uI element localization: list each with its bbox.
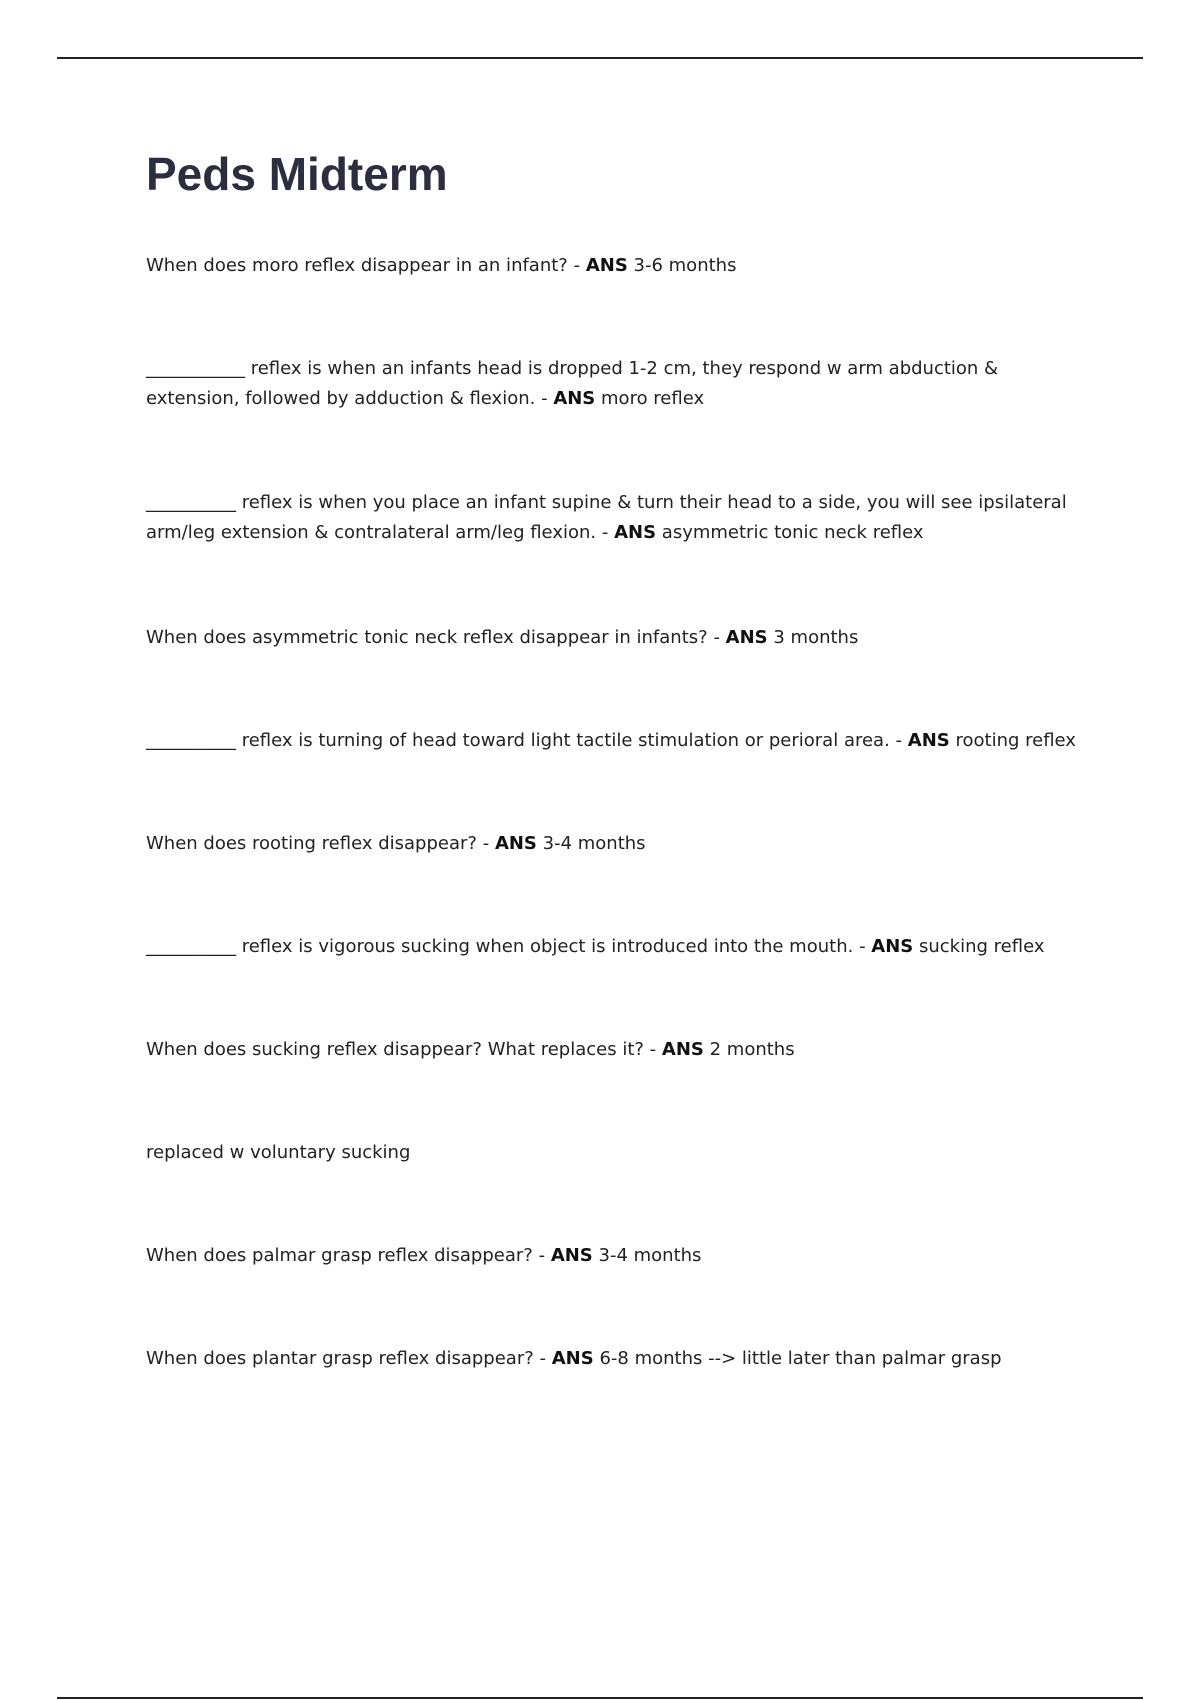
ans-label: ANS [551,1348,594,1369]
answer-text: 2 months [709,1039,795,1060]
ans-label: ANS [907,730,950,751]
separator: - [482,833,490,854]
bottom-rule [57,1697,1143,1699]
question-text: ___________ reflex is when an infants head is dropped 1-2 cm, they respond w arm abduction & extension, followed by adduction & flexion. [146,358,999,409]
qa-item [146,1344,1091,1374]
question-text: __________ reflex is vigorous sucking when object is introduced into the mouth. [146,936,854,957]
question-text: __________ reflex is when you place an infant supine & turn their head to a side, you will see ipsilateral arm/leg extension & contralateral arm/leg flexion. [146,492,1067,543]
answer-text: 3 months [773,627,859,648]
top-rule [57,57,1143,59]
answer-text: 3-6 months [633,255,737,276]
answer-text: asymmetric tonic neck reflex [661,522,924,543]
answer-text: rooting reflex [955,730,1076,751]
question-text: When does sucking reflex disappear? What replaces it? [146,1039,644,1060]
separator: - [539,1348,547,1369]
separator: - [601,522,609,543]
separator: - [895,730,903,751]
question-text: When does plantar grasp reflex disappear? [146,1348,534,1369]
question-text: When does palmar grasp reflex disappear? [146,1245,533,1266]
question-text: When does moro reflex disappear in an infant? [146,255,568,276]
separator: - [859,936,866,957]
ans-label: ANS [553,388,596,409]
question-text: __________ reflex is turning of head toward light tactile stimulation or perioral area. [146,730,890,751]
answer-text: 3-4 months [542,833,646,854]
question-text: When does asymmetric tonic neck reflex disappear in infants? [146,627,708,648]
qa-item [146,1241,1091,1271]
ans-label: ANS [550,1245,593,1266]
page-title: Peds Midterm [146,148,448,200]
separator: - [538,1245,546,1266]
answer-text: moro reflex [601,388,705,409]
qa-item [146,1035,1091,1065]
qa-item [146,354,1091,414]
answer-text: replaced w voluntary sucking [146,1142,411,1163]
ans-label: ANS [494,833,537,854]
question-text: When does rooting reflex disappear? [146,833,477,854]
answer-text: 6-8 months --> little later than palmar grasp [599,1348,1002,1369]
qa-item [146,623,1091,653]
qa-item-continuation [146,1138,1091,1168]
separator: - [573,255,581,276]
ans-label: ANS [614,522,657,543]
ans-label: ANS [585,255,628,276]
separator: - [541,388,548,409]
ans-label: ANS [725,627,768,648]
qa-item [146,829,1091,859]
ans-label: ANS [871,936,914,957]
ans-label: ANS [661,1039,704,1060]
qa-item [146,251,1091,281]
qa-item [146,932,1091,962]
answer-text: sucking reflex [919,936,1045,957]
separator: - [713,627,720,648]
qa-item [146,488,1091,548]
answer-text: 3-4 months [598,1245,702,1266]
separator: - [649,1039,657,1060]
qa-item [146,726,1091,756]
